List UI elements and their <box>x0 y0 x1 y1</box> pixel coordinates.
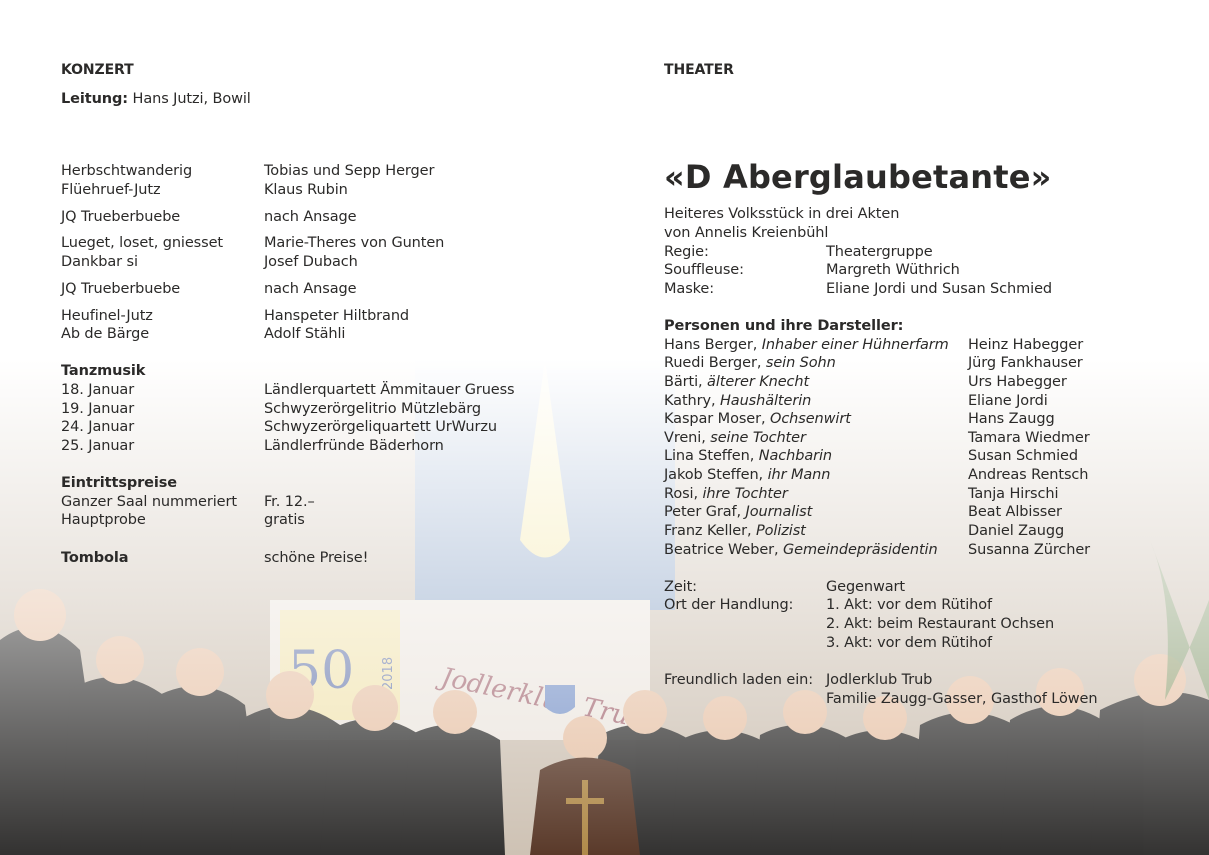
cast-actor: Daniel Zaugg <box>968 523 1065 539</box>
character-name: Lina Steffen, <box>664 448 759 464</box>
ort-act: 3. Akt: vor dem Rütihof <box>826 635 993 651</box>
tanzmusik-band: Schwyzerörgelitrio Mützlebärg <box>264 401 481 417</box>
character-name: Rosi, <box>664 486 703 502</box>
tombola-value: schöne Preise! <box>264 550 369 566</box>
character-description: seine Tochter <box>710 430 806 446</box>
program-performer: Hanspeter Hiltbrand <box>264 308 410 324</box>
program-title: Lueget, loset, gniesset <box>61 235 224 251</box>
price-label: Ganzer Saal nummeriert <box>61 494 237 510</box>
cast-role <box>664 373 809 392</box>
program-title: Dankbar si <box>61 254 138 270</box>
character-description: Inhaber einer Hühnerfarm <box>761 337 949 353</box>
cast-actor: Tanja Hirschi <box>968 486 1059 502</box>
character-name: Jakob Steffen, <box>664 467 768 483</box>
program-performer: nach Ansage <box>264 281 357 297</box>
character-name: Ruedi Berger, <box>664 355 766 371</box>
character-name: Kaspar Moser, <box>664 411 770 427</box>
cast-actor: Susanna Zürcher <box>968 542 1091 558</box>
price-value: gratis <box>264 512 305 528</box>
leitung-value: Hans Jutzi, Bowil <box>132 91 251 107</box>
leitung-label: Leitung: <box>61 91 128 107</box>
program-title: Heufinel-Jutz <box>61 308 153 324</box>
konzert-heading: KONZERT <box>61 62 134 78</box>
cast-role <box>664 485 788 504</box>
einladung-label: Freundlich laden ein: <box>664 672 814 688</box>
character-description: Haushälterin <box>719 393 812 409</box>
character-description: Gemeindepräsidentin <box>783 542 938 558</box>
character-description: Ochsenwirt <box>770 411 851 427</box>
program-title: Ab de Bärge <box>61 326 150 342</box>
character-description: ihr Mann <box>767 467 831 483</box>
program-title: JQ Trueberbuebe <box>61 281 181 297</box>
cast-actor: Tamara Wiedmer <box>968 430 1090 446</box>
cast-role <box>664 336 949 355</box>
program-performer: Marie-Theres von Gunten <box>264 235 445 251</box>
program-title: JQ Trueberbuebe <box>61 209 181 225</box>
crew-label: Regie: <box>664 244 709 260</box>
zeit-value: Gegenwart <box>826 579 905 595</box>
price-label: Hauptprobe <box>61 512 146 528</box>
cast-role <box>664 503 812 522</box>
play-title: «D Aberglaubetante» <box>664 158 1052 196</box>
tanzmusik-date: 18. Januar <box>61 382 135 398</box>
character-description: ihre Tochter <box>702 486 788 502</box>
cast-heading: Personen und ihre Darsteller: <box>664 318 904 334</box>
ort-act: 2. Akt: beim Restaurant Ochsen <box>826 616 1055 632</box>
character-name: Kathry, <box>664 393 720 409</box>
eintrittspreise-heading: Eintrittspreise <box>61 475 178 491</box>
zeit-label: Zeit: <box>664 579 697 595</box>
program-title: Flüehruef-Jutz <box>61 182 161 198</box>
play-author: von Annelis Kreienbühl <box>664 225 829 241</box>
tanzmusik-band: Ländlerfründe Bäderhorn <box>264 438 444 454</box>
character-name: Vreni, <box>664 430 711 446</box>
character-description: älterer Knecht <box>707 374 810 390</box>
cast-actor: Susan Schmied <box>968 448 1078 464</box>
crew-value: Theatergruppe <box>826 244 933 260</box>
crew-label: Souffleuse: <box>664 262 744 278</box>
theater-heading: THEATER <box>664 62 734 78</box>
character-description: sein Sohn <box>765 355 836 371</box>
cast-actor: Eliane Jordi <box>968 393 1048 409</box>
leitung-line <box>61 90 251 109</box>
program-title: Herbschtwanderig <box>61 163 193 179</box>
cast-role <box>664 541 938 560</box>
cast-actor: Beat Albisser <box>968 504 1062 520</box>
program-performer: Tobias und Sepp Herger <box>264 163 435 179</box>
character-name: Peter Graf, <box>664 504 746 520</box>
character-description: Polizist <box>756 523 806 539</box>
tanzmusik-date: 24. Januar <box>61 419 135 435</box>
cast-role <box>664 410 851 429</box>
einladung-host: Jodlerklub Trub <box>826 672 933 688</box>
character-name: Hans Berger, <box>664 337 762 353</box>
character-description: Nachbarin <box>758 448 833 464</box>
cast-actor: Andreas Rentsch <box>968 467 1089 483</box>
tanzmusik-band: Ländlerquartett Ämmitauer Gruess <box>264 382 515 398</box>
character-name: Bärti, <box>664 374 708 390</box>
play-subtitle: Heiteres Volksstück in drei Akten <box>664 206 900 222</box>
tombola-label: Tombola <box>61 550 129 566</box>
tanzmusik-heading: Tanzmusik <box>61 363 146 379</box>
tanzmusik-band: Schwyzerörgeliquartett UrWurzu <box>264 419 497 435</box>
character-name: Beatrice Weber, <box>664 542 784 558</box>
program-performer: nach Ansage <box>264 209 357 225</box>
ort-label: Ort der Handlung: <box>664 597 794 613</box>
character-name: Franz Keller, <box>664 523 757 539</box>
cast-role <box>664 447 832 466</box>
cast-role <box>664 466 830 485</box>
tanzmusik-date: 19. Januar <box>61 401 135 417</box>
crew-label: Maske: <box>664 281 715 297</box>
cast-role <box>664 522 806 541</box>
program-performer: Adolf Stähli <box>264 326 346 342</box>
program-performer: Klaus Rubin <box>264 182 348 198</box>
cast-actor: Heinz Habegger <box>968 337 1084 353</box>
price-value: Fr. 12.– <box>264 494 315 510</box>
character-description: Journalist <box>745 504 813 520</box>
cast-role <box>664 429 806 448</box>
einladung-host: Familie Zaugg-Gasser, Gasthof Löwen <box>826 691 1098 707</box>
cast-actor: Urs Habegger <box>968 374 1067 390</box>
cast-role <box>664 392 811 411</box>
cast-role <box>664 354 836 373</box>
cast-actor: Jürg Fankhauser <box>968 355 1083 371</box>
ort-act: 1. Akt: vor dem Rütihof <box>826 597 993 613</box>
program-performer: Josef Dubach <box>264 254 358 270</box>
cast-actor: Hans Zaugg <box>968 411 1055 427</box>
crew-value: Eliane Jordi und Susan Schmied <box>826 281 1052 297</box>
crew-value: Margreth Wüthrich <box>826 262 960 278</box>
tanzmusik-date: 25. Januar <box>61 438 135 454</box>
